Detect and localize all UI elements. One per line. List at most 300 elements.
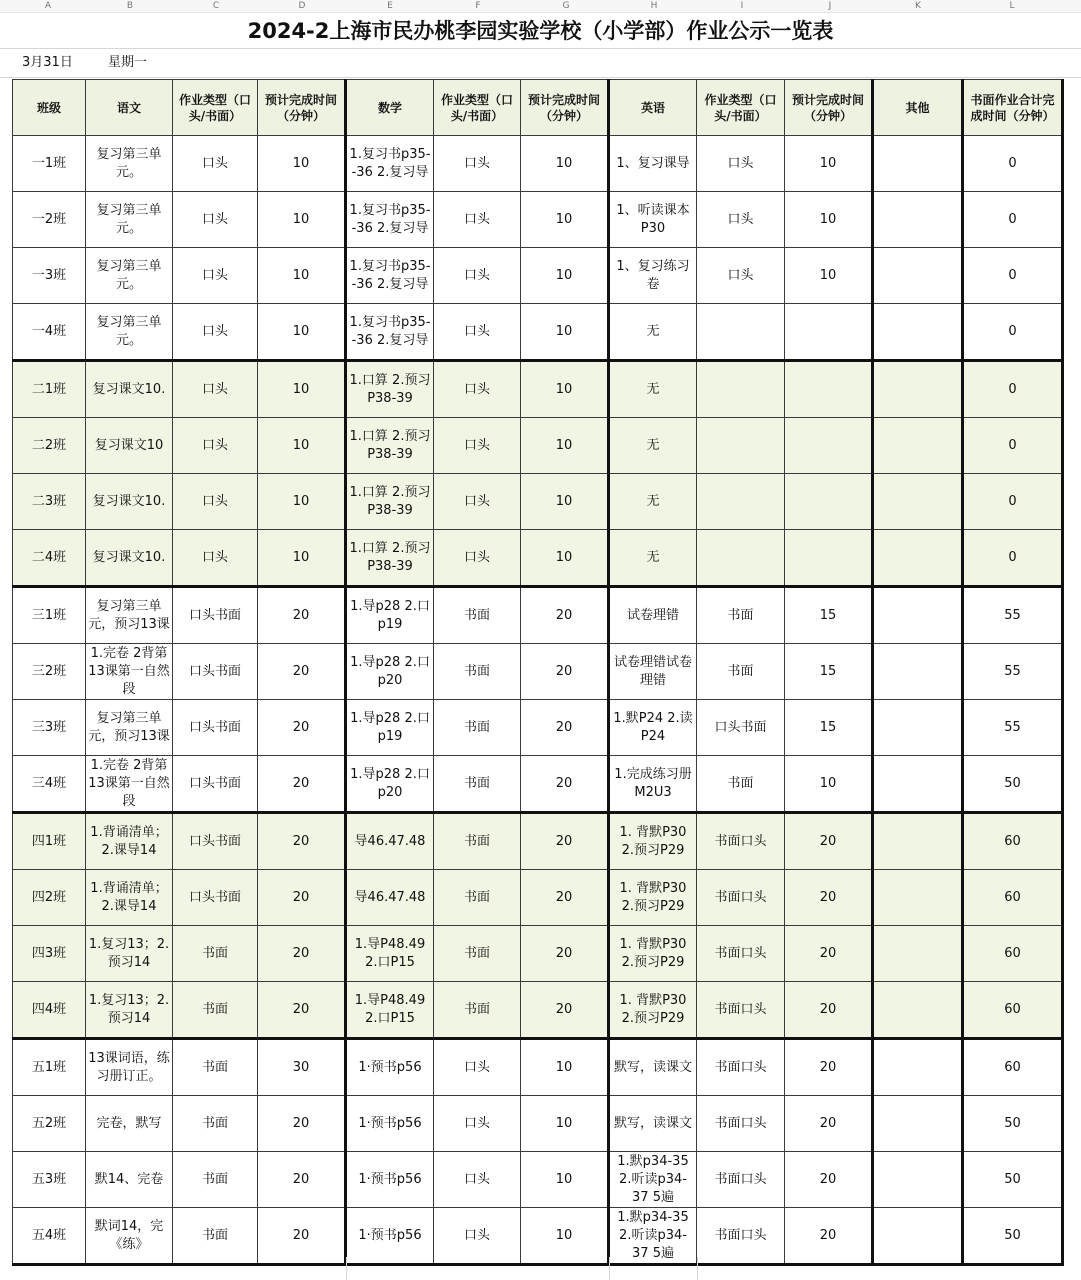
math-type-cell[interactable]: [434, 756, 521, 813]
table-row: [13, 982, 1063, 1039]
english-cell[interactable]: [609, 1152, 697, 1208]
math-time-cell[interactable]: [521, 361, 609, 418]
math-cell[interactable]: [346, 530, 434, 587]
chinese-type-cell[interactable]: [173, 361, 258, 418]
english-time-cell[interactable]: [785, 587, 873, 644]
other-cell[interactable]: [873, 644, 963, 700]
class-cell[interactable]: [13, 136, 86, 192]
english-type-cell[interactable]: [697, 418, 785, 474]
chinese-time-cell[interactable]: [258, 700, 346, 756]
class-text: 一2班: [31, 211, 67, 227]
math-time-text: 20: [555, 663, 573, 679]
english-cell[interactable]: [609, 813, 697, 870]
english-type-cell[interactable]: [697, 136, 785, 192]
math-time-text: 10: [555, 155, 573, 171]
chinese-type-cell[interactable]: [173, 418, 258, 474]
math-cell[interactable]: [346, 587, 434, 644]
chinese-cell[interactable]: [86, 418, 173, 474]
other-cell[interactable]: [873, 136, 963, 192]
english-time-text: 10: [819, 211, 837, 227]
chinese-cell[interactable]: [86, 361, 173, 418]
math-cell[interactable]: [346, 756, 434, 813]
english-text: 1. 背默P30 2.预习P29: [619, 824, 687, 858]
class-cell[interactable]: [13, 700, 86, 756]
total-time-cell[interactable]: [963, 1152, 1063, 1208]
english-cell[interactable]: [609, 248, 697, 304]
math-type-cell[interactable]: [434, 192, 521, 248]
total-time-cell[interactable]: [963, 870, 1063, 926]
english-time-cell[interactable]: [785, 644, 873, 700]
english-cell[interactable]: [609, 1208, 697, 1265]
chinese-type-text: 口头书面: [188, 719, 241, 735]
english-cell[interactable]: [609, 756, 697, 813]
column-letter-i[interactable]: I: [740, 1, 744, 11]
class-cell[interactable]: [13, 192, 86, 248]
chinese-type-cell[interactable]: [173, 192, 258, 248]
english-time-cell[interactable]: [785, 870, 873, 926]
other-cell[interactable]: [873, 1039, 963, 1096]
chinese-type-cell[interactable]: [173, 813, 258, 870]
table-row: [13, 756, 1063, 813]
chinese-type-cell[interactable]: [173, 304, 258, 361]
english-text: 1.默p34-35 2.听读p34-37 5遍: [617, 1209, 689, 1261]
chinese-type-text: 口头书面: [188, 833, 241, 849]
english-time-cell[interactable]: [785, 813, 873, 870]
english-cell[interactable]: [609, 870, 697, 926]
table-row: [13, 1208, 1063, 1265]
chinese-time-cell[interactable]: [258, 926, 346, 982]
other-cell[interactable]: [873, 1096, 963, 1152]
english-type-cell[interactable]: [697, 1208, 785, 1265]
other-cell[interactable]: [873, 530, 963, 587]
math-time-cell[interactable]: [521, 474, 609, 530]
chinese-time-cell[interactable]: [258, 1208, 346, 1265]
chinese-type-cell[interactable]: [173, 1152, 258, 1208]
math-type-cell[interactable]: [434, 700, 521, 756]
english-time-cell[interactable]: [785, 418, 873, 474]
chinese-time-cell[interactable]: [258, 870, 346, 926]
english-type-cell[interactable]: [697, 192, 785, 248]
column-letter-c[interactable]: C: [212, 1, 220, 11]
math-text: 1.导P48.49 2.口P15: [354, 936, 426, 970]
english-time-cell[interactable]: [785, 192, 873, 248]
english-time-text: 10: [819, 155, 837, 171]
chinese-cell[interactable]: [86, 304, 173, 361]
english-cell[interactable]: [609, 136, 697, 192]
total-time-cell[interactable]: [963, 1096, 1063, 1152]
total-time-cell[interactable]: [963, 926, 1063, 982]
math-time-cell[interactable]: [521, 530, 609, 587]
chinese-cell[interactable]: [86, 982, 173, 1039]
chinese-cell[interactable]: [86, 756, 173, 813]
other-cell[interactable]: [873, 982, 963, 1039]
chinese-type-cell[interactable]: [173, 136, 258, 192]
class-cell[interactable]: [13, 474, 86, 530]
english-time-cell[interactable]: [785, 136, 873, 192]
math-type-cell[interactable]: [434, 474, 521, 530]
column-letter-b[interactable]: B: [126, 1, 134, 11]
class-cell[interactable]: [13, 1208, 86, 1265]
english-time-text: 20: [819, 1171, 837, 1187]
other-cell[interactable]: [873, 926, 963, 982]
english-cell[interactable]: [609, 1096, 697, 1152]
math-cell[interactable]: [346, 474, 434, 530]
math-cell[interactable]: [346, 361, 434, 418]
chinese-time-cell[interactable]: [258, 304, 346, 361]
chinese-type-cell[interactable]: [173, 1039, 258, 1096]
english-cell[interactable]: [609, 530, 697, 587]
date-cell[interactable]: 3月31日: [22, 55, 73, 70]
math-time-cell[interactable]: [521, 418, 609, 474]
total-time-cell[interactable]: [963, 700, 1063, 756]
column-letter-k[interactable]: K: [915, 1, 921, 11]
math-type-cell[interactable]: [434, 248, 521, 304]
chinese-cell[interactable]: [86, 870, 173, 926]
math-text: 1.导p28 2.口p19: [350, 710, 430, 744]
math-cell[interactable]: [346, 700, 434, 756]
class-text: 五1班: [31, 1059, 67, 1075]
other-cell[interactable]: [873, 192, 963, 248]
math-type-cell[interactable]: [434, 1096, 521, 1152]
total-time-text: 50: [1004, 1227, 1021, 1243]
other-cell[interactable]: [873, 474, 963, 530]
other-cell[interactable]: [873, 870, 963, 926]
english-type-text: 口头: [727, 155, 754, 171]
chinese-time-cell[interactable]: [258, 361, 346, 418]
english-type-text: 书面口头: [714, 1001, 767, 1017]
chinese-cell[interactable]: [86, 530, 173, 587]
english-cell[interactable]: [609, 700, 697, 756]
math-text: 1·预书p56: [358, 1171, 422, 1187]
total-time-text: 0: [1008, 323, 1017, 339]
chinese-type-cell[interactable]: [173, 474, 258, 530]
math-cell[interactable]: [346, 192, 434, 248]
chinese-cell[interactable]: [86, 1096, 173, 1152]
class-cell[interactable]: [13, 1096, 86, 1152]
total-time-cell[interactable]: [963, 1039, 1063, 1096]
class-cell[interactable]: [13, 248, 86, 304]
column-letter-g[interactable]: G: [562, 1, 570, 11]
chinese-type-cell[interactable]: [173, 587, 258, 644]
english-cell[interactable]: [609, 361, 697, 418]
english-cell[interactable]: [609, 474, 697, 530]
english-cell[interactable]: [609, 644, 697, 700]
math-time-cell[interactable]: [521, 813, 609, 870]
english-time-text: 20: [819, 1059, 837, 1075]
english-cell[interactable]: [609, 926, 697, 982]
math-type-cell[interactable]: [434, 644, 521, 700]
other-cell[interactable]: [873, 248, 963, 304]
other-cell[interactable]: [873, 700, 963, 756]
math-cell[interactable]: [346, 304, 434, 361]
chinese-type-cell[interactable]: [173, 1208, 258, 1265]
total-time-cell[interactable]: [963, 587, 1063, 644]
chinese-cell[interactable]: [86, 926, 173, 982]
english-type-text: 书面口头: [714, 889, 767, 905]
chinese-type-cell[interactable]: [173, 870, 258, 926]
math-time-cell[interactable]: [521, 700, 609, 756]
math-cell[interactable]: [346, 1096, 434, 1152]
english-type-cell[interactable]: [697, 756, 785, 813]
chinese-type-cell[interactable]: [173, 982, 258, 1039]
total-time-cell[interactable]: [963, 644, 1063, 700]
english-time-cell[interactable]: [785, 700, 873, 756]
math-type-cell[interactable]: [434, 587, 521, 644]
column-letter-e[interactable]: E: [387, 1, 393, 11]
total-time-cell[interactable]: [963, 982, 1063, 1039]
chinese-type-cell[interactable]: [173, 756, 258, 813]
total-time-cell[interactable]: [963, 418, 1063, 474]
chinese-time-cell[interactable]: [258, 982, 346, 1039]
other-cell[interactable]: [873, 1208, 963, 1265]
chinese-cell[interactable]: [86, 474, 173, 530]
header-cell: 数学: [346, 80, 434, 136]
chinese-cell[interactable]: [86, 192, 173, 248]
weekday-cell[interactable]: 星期一: [108, 55, 148, 70]
total-time-cell[interactable]: [963, 136, 1063, 192]
math-time-cell[interactable]: [521, 1096, 609, 1152]
english-type-cell[interactable]: [697, 644, 785, 700]
chinese-type-text: 口头书面: [188, 889, 241, 905]
math-type-text: 口头: [463, 267, 490, 283]
class-cell[interactable]: [13, 304, 86, 361]
chinese-type-cell[interactable]: [173, 700, 258, 756]
english-cell[interactable]: [609, 418, 697, 474]
math-cell[interactable]: [346, 1208, 434, 1265]
english-time-cell[interactable]: [785, 1096, 873, 1152]
math-time-cell[interactable]: [521, 982, 609, 1039]
total-time-cell[interactable]: [963, 530, 1063, 587]
english-cell[interactable]: [609, 1039, 697, 1096]
english-time-cell[interactable]: [785, 926, 873, 982]
chinese-cell[interactable]: [86, 700, 173, 756]
chinese-type-cell[interactable]: [173, 248, 258, 304]
math-type-text: 口头: [463, 1059, 490, 1075]
chinese-cell[interactable]: [86, 1152, 173, 1208]
english-type-text: 书面: [727, 607, 754, 623]
class-cell[interactable]: [13, 1039, 86, 1096]
english-type-cell[interactable]: [697, 700, 785, 756]
english-type-cell[interactable]: [697, 982, 785, 1039]
english-type-cell[interactable]: [697, 870, 785, 926]
english-type-cell[interactable]: [697, 248, 785, 304]
class-cell[interactable]: [13, 813, 86, 870]
english-type-cell[interactable]: [697, 813, 785, 870]
header-cell: 书面作业合计完成时间（分钟）: [963, 80, 1063, 136]
chinese-time-cell[interactable]: [258, 644, 346, 700]
chinese-cell[interactable]: [86, 136, 173, 192]
math-text: 1.口算 2.预习P38-39: [349, 540, 431, 574]
math-cell[interactable]: [346, 248, 434, 304]
math-cell[interactable]: [346, 982, 434, 1039]
total-time-cell[interactable]: [963, 192, 1063, 248]
chinese-time-cell[interactable]: [258, 530, 346, 587]
math-cell[interactable]: [346, 926, 434, 982]
chinese-time-cell[interactable]: [258, 418, 346, 474]
math-type-cell[interactable]: [434, 361, 521, 418]
total-time-cell[interactable]: [963, 361, 1063, 418]
english-time-cell[interactable]: [785, 756, 873, 813]
chinese-type-cell[interactable]: [173, 926, 258, 982]
math-type-cell[interactable]: [434, 982, 521, 1039]
chinese-time-cell[interactable]: [258, 813, 346, 870]
math-time-cell[interactable]: [521, 644, 609, 700]
english-type-cell[interactable]: [697, 1039, 785, 1096]
english-cell[interactable]: [609, 304, 697, 361]
column-letter-j[interactable]: J: [828, 1, 832, 11]
total-time-text: 0: [1008, 381, 1017, 397]
chinese-cell[interactable]: [86, 813, 173, 870]
math-cell[interactable]: [346, 136, 434, 192]
class-cell[interactable]: [13, 361, 86, 418]
column-letter-f[interactable]: F: [475, 1, 481, 11]
chinese-type-cell[interactable]: [173, 530, 258, 587]
column-letter-h[interactable]: H: [650, 1, 658, 11]
math-cell[interactable]: [346, 418, 434, 474]
english-type-cell[interactable]: [697, 304, 785, 361]
math-type-text: 口头: [463, 211, 490, 227]
english-time-cell[interactable]: [785, 1208, 873, 1265]
english-cell[interactable]: [609, 192, 697, 248]
math-cell[interactable]: [346, 1039, 434, 1096]
total-time-cell[interactable]: [963, 304, 1063, 361]
math-cell[interactable]: [346, 1152, 434, 1208]
class-cell[interactable]: [13, 982, 86, 1039]
chinese-cell[interactable]: [86, 1208, 173, 1265]
english-type-cell[interactable]: [697, 474, 785, 530]
chinese-time-cell[interactable]: [258, 192, 346, 248]
total-time-text: 60: [1004, 833, 1021, 849]
chinese-type-text: 口头: [201, 437, 228, 453]
math-type-cell[interactable]: [434, 926, 521, 982]
english-type-cell[interactable]: [697, 587, 785, 644]
chinese-cell[interactable]: [86, 587, 173, 644]
table-row: [13, 530, 1063, 587]
total-time-cell[interactable]: [963, 756, 1063, 813]
english-text: 1.默p34-35 2.听读p34-37 5遍: [617, 1153, 689, 1205]
math-type-cell[interactable]: [434, 1039, 521, 1096]
class-cell[interactable]: [13, 587, 86, 644]
class-text: 五2班: [31, 1115, 67, 1131]
english-type-cell[interactable]: [697, 1096, 785, 1152]
chinese-type-cell[interactable]: [173, 1096, 258, 1152]
class-cell[interactable]: [13, 530, 86, 587]
math-cell[interactable]: [346, 813, 434, 870]
chinese-time-cell[interactable]: [258, 474, 346, 530]
english-time-cell[interactable]: [785, 474, 873, 530]
english-type-cell[interactable]: [697, 361, 785, 418]
math-type-cell[interactable]: [434, 1152, 521, 1208]
english-time-text: 20: [819, 945, 837, 961]
chinese-time-cell[interactable]: [258, 1152, 346, 1208]
class-cell[interactable]: [13, 756, 86, 813]
math-type-text: 口头: [463, 1115, 490, 1131]
total-time-text: 50: [1004, 775, 1021, 791]
english-time-cell[interactable]: [785, 361, 873, 418]
chinese-cell[interactable]: [86, 248, 173, 304]
math-type-cell[interactable]: [434, 530, 521, 587]
math-type-text: 口头: [463, 155, 490, 171]
class-cell[interactable]: [13, 418, 86, 474]
column-letter-a[interactable]: A: [44, 1, 52, 11]
chinese-cell[interactable]: [86, 1039, 173, 1096]
math-type-cell[interactable]: [434, 136, 521, 192]
other-cell[interactable]: [873, 418, 963, 474]
chinese-type-text: 口头: [201, 267, 228, 283]
english-type-cell[interactable]: [697, 1152, 785, 1208]
math-type-cell[interactable]: [434, 418, 521, 474]
total-time-cell[interactable]: [963, 1208, 1063, 1265]
math-time-cell[interactable]: [521, 192, 609, 248]
chinese-time-cell[interactable]: [258, 587, 346, 644]
chinese-time-cell[interactable]: [258, 1096, 346, 1152]
total-time-cell[interactable]: [963, 474, 1063, 530]
chinese-type-cell[interactable]: [173, 644, 258, 700]
other-cell[interactable]: [873, 1152, 963, 1208]
english-time-cell[interactable]: [785, 1152, 873, 1208]
other-cell[interactable]: [873, 361, 963, 418]
math-time-cell[interactable]: [521, 248, 609, 304]
english-type-cell[interactable]: [697, 530, 785, 587]
math-type-cell[interactable]: [434, 304, 521, 361]
total-time-cell[interactable]: [963, 813, 1063, 870]
class-cell[interactable]: [13, 644, 86, 700]
english-cell[interactable]: [609, 982, 697, 1039]
math-time-cell[interactable]: [521, 756, 609, 813]
chinese-type-text: 口头: [201, 323, 228, 339]
other-cell[interactable]: [873, 756, 963, 813]
math-time-cell[interactable]: [521, 1039, 609, 1096]
other-cell[interactable]: [873, 813, 963, 870]
english-time-cell[interactable]: [785, 304, 873, 361]
column-letter-l[interactable]: L: [1009, 1, 1015, 11]
math-type-cell[interactable]: [434, 870, 521, 926]
math-time-cell[interactable]: [521, 587, 609, 644]
chinese-time-cell[interactable]: [258, 1039, 346, 1096]
class-cell[interactable]: [13, 926, 86, 982]
math-time-cell[interactable]: [521, 1208, 609, 1265]
english-cell[interactable]: [609, 587, 697, 644]
total-time-cell[interactable]: [963, 248, 1063, 304]
math-time-cell[interactable]: [521, 136, 609, 192]
math-time-cell[interactable]: [521, 304, 609, 361]
english-time-cell[interactable]: [785, 1039, 873, 1096]
chinese-time-cell[interactable]: [258, 248, 346, 304]
english-text: 1.完成练习册M2U3: [614, 766, 692, 800]
english-type-cell[interactable]: [697, 926, 785, 982]
column-letter-d[interactable]: D: [298, 1, 306, 11]
chinese-time-cell[interactable]: [258, 136, 346, 192]
chinese-time-cell[interactable]: [258, 756, 346, 813]
math-type-cell[interactable]: [434, 813, 521, 870]
english-time-cell[interactable]: [785, 982, 873, 1039]
class-text: 一3班: [31, 267, 67, 283]
math-cell[interactable]: [346, 870, 434, 926]
math-type-cell[interactable]: [434, 1208, 521, 1265]
math-time-cell[interactable]: [521, 926, 609, 982]
math-time-cell[interactable]: [521, 870, 609, 926]
english-time-cell[interactable]: [785, 248, 873, 304]
other-cell[interactable]: [873, 304, 963, 361]
class-cell[interactable]: [13, 870, 86, 926]
class-cell[interactable]: [13, 1152, 86, 1208]
math-cell[interactable]: [346, 644, 434, 700]
math-type-text: 书面: [463, 833, 490, 849]
other-cell[interactable]: [873, 587, 963, 644]
math-time-cell[interactable]: [521, 1152, 609, 1208]
english-time-cell[interactable]: [785, 530, 873, 587]
chinese-cell[interactable]: [86, 644, 173, 700]
